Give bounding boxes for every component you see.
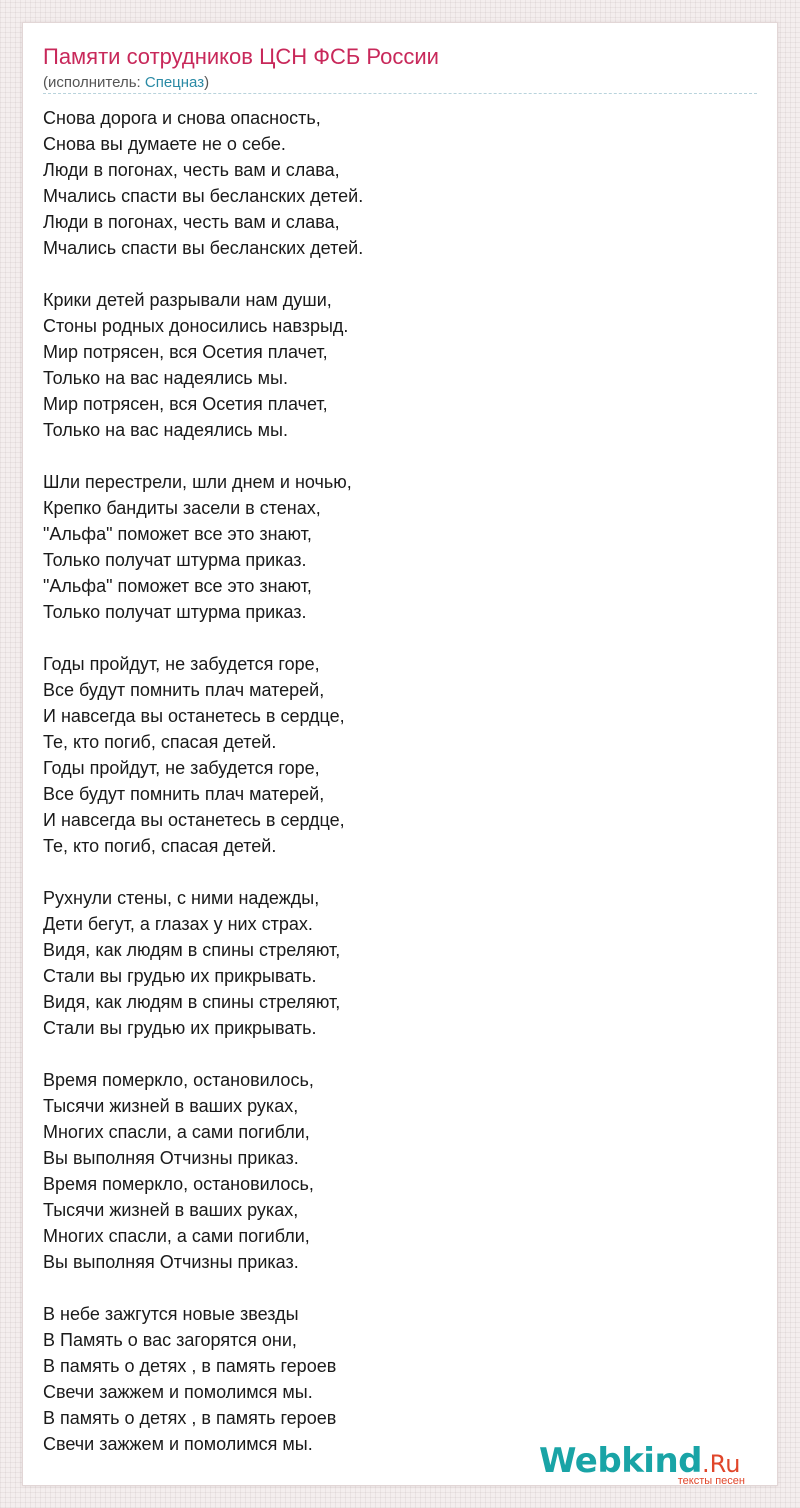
lyric-line: Те, кто погиб, спасая детей. [43, 732, 277, 752]
lyric-line: Тысячи жизней в ваших руках, [43, 1200, 299, 1220]
lyric-line: Люди в погонах, честь вам и слава, [43, 160, 340, 180]
lyrics-stanza [43, 469, 363, 625]
lyric-line: В память о детях , в память героев [43, 1408, 337, 1428]
lyric-line: Крепко бандиты засели в стенах, [43, 498, 321, 518]
lyric-line: И навсегда вы останетесь в сердце, [43, 706, 345, 726]
lyric-line: Шли перестрели, шли днем и ночью, [43, 472, 352, 492]
lyric-line: Снова вы думаете не о себе. [43, 134, 286, 154]
lyric-line: Снова дорога и снова опасность, [43, 108, 321, 128]
lyric-line: Вы выполняя Отчизны приказ. [43, 1252, 299, 1272]
lyric-line: Только получат штурма приказ. [43, 550, 307, 570]
lyric-line: В небе зажгутся новые звезды [43, 1304, 299, 1324]
lyric-line: В Память о вас загорятся они, [43, 1330, 297, 1350]
lyric-line: Свечи зажжем и помолимся мы. [43, 1382, 313, 1402]
lyric-line: Свечи зажжем и помолимся мы. [43, 1434, 313, 1454]
lyric-line: Все будут помнить плач матерей, [43, 680, 325, 700]
lyric-line: "Альфа" поможет все это знают, [43, 524, 312, 544]
lyric-line: Мчались спасти вы бесланских детей. [43, 186, 364, 206]
lyric-line: Годы пройдут, не забудется горе, [43, 758, 320, 778]
artist-link[interactable]: Спецназ [144, 74, 205, 91]
lyric-line: Многих спасли, а сами погибли, [43, 1226, 310, 1246]
lyrics-stanza [43, 885, 363, 1041]
lyric-line: Только на вас надеялись мы. [43, 368, 288, 388]
logo-name: Webkind [539, 1441, 702, 1481]
lyric-line: И навсегда вы останетесь в сердце, [43, 810, 345, 830]
lyric-line: Стали вы грудью их прикрывать. [43, 966, 317, 986]
lyric-line: В память о детях , в память героев [43, 1356, 337, 1376]
artist-prefix: (исполнитель: [43, 74, 145, 91]
lyric-line: Мир потрясен, вся Осетия плачет, [43, 342, 328, 362]
lyric-line: Стоны родных доносились навзрыд. [43, 316, 349, 336]
lyric-line: Мчались спасти вы бесланских детей. [43, 238, 364, 258]
lyrics-text [43, 105, 363, 1483]
lyric-line: "Альфа" поможет все это знают, [43, 576, 312, 596]
lyric-line: Рухнули стены, с ними надежды, [43, 888, 320, 908]
lyric-line: Мир потрясен, вся Осетия плачет, [43, 394, 328, 414]
logo-tld: .Ru [702, 1450, 741, 1478]
song-title: Памяти сотрудников ЦСН ФСБ России [43, 44, 439, 69]
artist-suffix: ) [204, 74, 210, 91]
lyric-line: Только на вас надеялись мы. [43, 420, 288, 440]
lyric-line: Время померкло, остановилось, [43, 1070, 314, 1090]
lyric-line: Крики детей разрывали нам души, [43, 290, 332, 310]
lyric-line: Годы пройдут, не забудется горе, [43, 654, 320, 674]
lyric-line: Вы выполняя Отчизны приказ. [43, 1148, 299, 1168]
lyric-line: Видя, как людям в спины стреляют, [43, 992, 341, 1012]
lyrics-stanza [43, 1067, 363, 1275]
artist-line [43, 73, 209, 93]
lyric-line: Люди в погонах, честь вам и слава, [43, 212, 340, 232]
lyric-line: Те, кто погиб, спасая детей. [43, 836, 277, 856]
lyrics-stanza [43, 1301, 363, 1457]
lyric-line: Видя, как людям в спины стреляют, [43, 940, 341, 960]
lyric-line: Стали вы грудью их прикрывать. [43, 1018, 317, 1038]
lyrics-stanza [43, 651, 363, 859]
lyric-line: Многих спасли, а сами погибли, [43, 1122, 310, 1142]
logo-tagline: тексты песен [677, 1475, 745, 1487]
lyric-line: Все будут помнить плач матерей, [43, 784, 325, 804]
lyric-line: Время померкло, остановилось, [43, 1174, 314, 1194]
lyrics-stanza [43, 287, 363, 443]
lyric-line: Только получат штурма приказ. [43, 602, 307, 622]
lyrics-stanza [43, 105, 363, 261]
site-logo[interactable] [539, 1441, 749, 1489]
lyrics-card [22, 22, 778, 1486]
lyric-line: Тысячи жизней в ваших руках, [43, 1096, 299, 1116]
title-divider [43, 93, 757, 94]
lyric-line: Дети бегут, а глазах у них страх. [43, 914, 313, 934]
